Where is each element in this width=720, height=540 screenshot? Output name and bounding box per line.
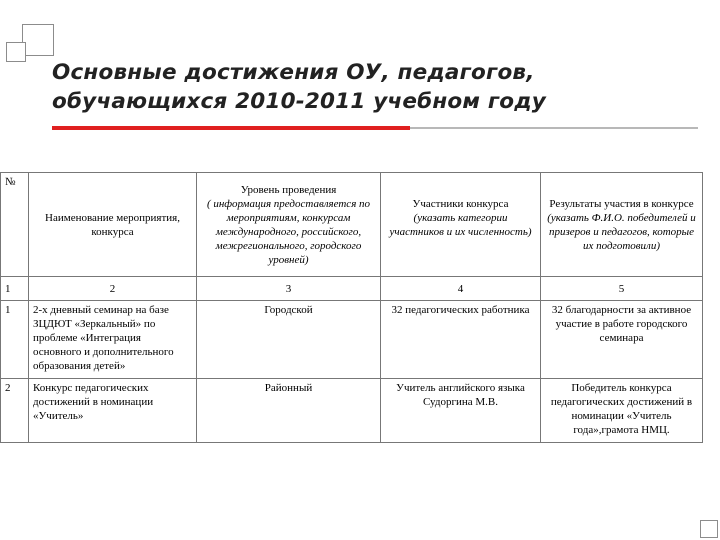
header-participants-title: Участники конкурса	[412, 198, 509, 210]
row-1-level: Городской	[197, 301, 381, 379]
slide-title	[52, 58, 692, 116]
header-num: №	[1, 173, 29, 277]
row-2-results: Победитель конкурса педагогических достижений в номинации «Учитель года»,грамота НМЦ.	[541, 379, 703, 443]
row-1-event: 2-х дневный семинар на базе ЗЦДЮТ «Зеркальный» по проблеме «Интеграция основного и дополнительного образования детей»	[29, 301, 197, 379]
row-2-event: Конкурс педагогических достижений в номинации «Учитель»	[29, 379, 197, 443]
decor-square-large	[22, 24, 54, 56]
title-underline-gray	[410, 127, 698, 129]
row-2-participants: Учитель английского языка Судоргина М.В.	[381, 379, 541, 443]
slide-title-line-1: Основные достижения ОУ, педагогов,	[52, 60, 535, 85]
header-participants	[381, 173, 541, 277]
header-event	[29, 173, 197, 277]
row-2-num: 2	[1, 379, 29, 443]
header-results	[541, 173, 703, 277]
header-level-title: Уровень проведения	[240, 184, 337, 196]
table-header-row	[1, 173, 703, 277]
table-index-row	[1, 277, 703, 301]
decor-square-small	[6, 42, 26, 62]
header-level	[197, 173, 381, 277]
table-row	[1, 379, 703, 443]
header-results-note: (указать Ф.И.О. победителей и призеров и педагогов, которые их подготовили)	[547, 212, 696, 252]
row-1-results: 32 благодарности за активное участие в работе городского семинара	[541, 301, 703, 379]
row-1-num: 1	[1, 301, 29, 379]
title-underline-red	[52, 126, 410, 130]
row-2-level: Районный	[197, 379, 381, 443]
index-cell-4: 4	[381, 277, 541, 301]
header-participants-note: (указать категории участников и их численность)	[389, 212, 532, 238]
index-cell-2: 2	[29, 277, 197, 301]
achievements-table	[0, 172, 703, 443]
index-cell-3: 3	[197, 277, 381, 301]
header-level-note: ( информация предоставляется по мероприятиям, конкурсам международного, российского, межрегионального, городского уровней)	[206, 198, 371, 266]
header-event-label: Наименование мероприятия, конкурса	[45, 212, 180, 238]
decor-square-right	[700, 520, 718, 538]
table-row	[1, 301, 703, 379]
slide-title-line-2: обучающихся 2010-2011 учебном году	[52, 89, 547, 114]
row-1-participants: 32 педагогических работника	[381, 301, 541, 379]
header-results-title: Результаты участия в конкурсе	[549, 198, 694, 210]
index-cell-5: 5	[541, 277, 703, 301]
index-cell-1: 1	[1, 277, 29, 301]
